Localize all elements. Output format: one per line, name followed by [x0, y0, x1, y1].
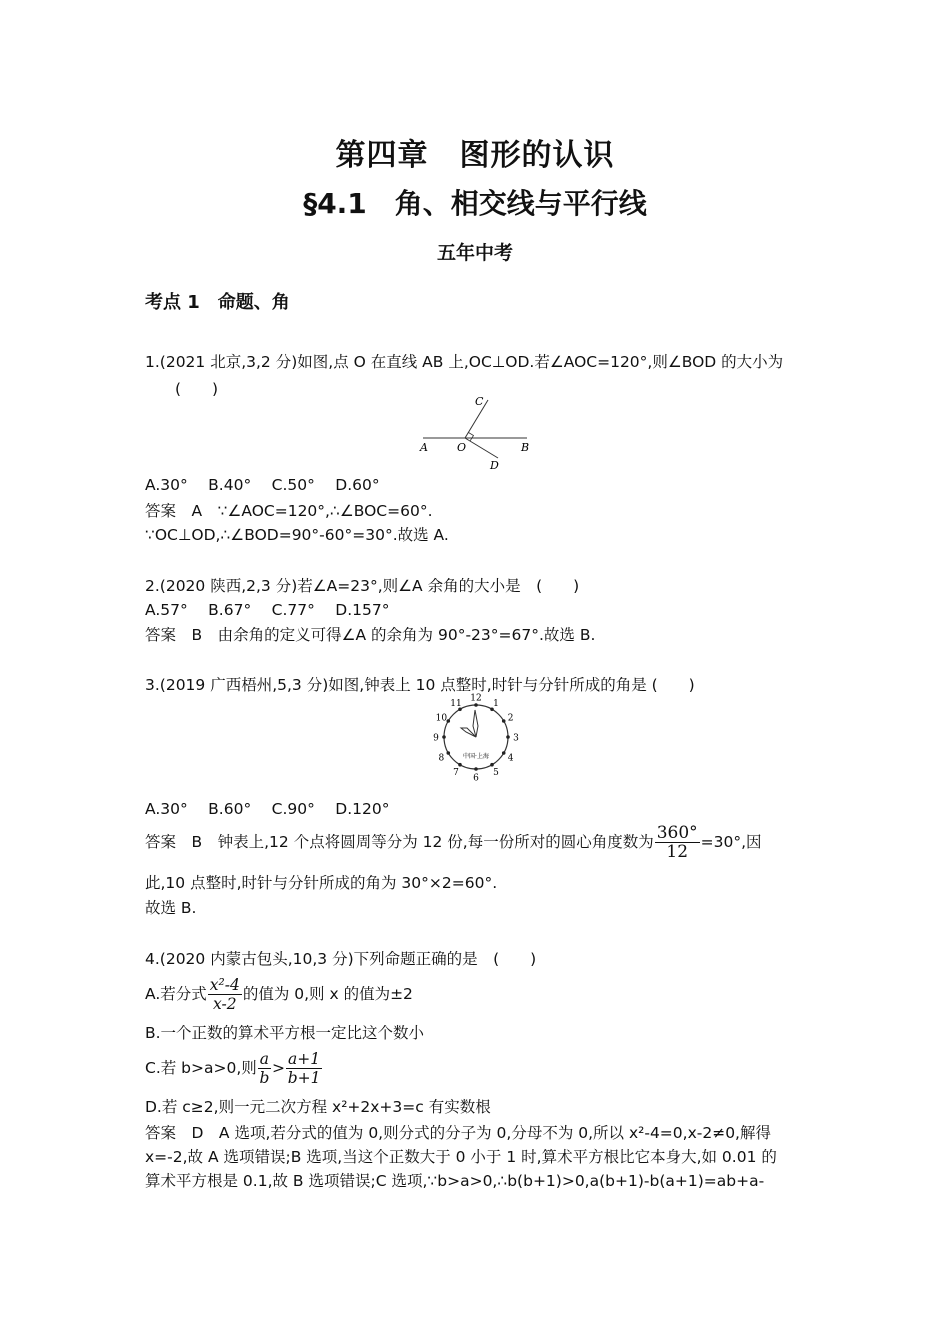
- clock-number: 3: [513, 733, 519, 744]
- label-a: A: [420, 441, 428, 454]
- frac-numerator: 360°: [656, 823, 698, 843]
- q3-answer-line3: 故选 B.: [145, 899, 197, 917]
- q3-clock-figure: [428, 692, 520, 784]
- clock-dot: [502, 751, 506, 755]
- fraction-360-12: [655, 824, 700, 861]
- q1-answer-line2: ∵OC⊥OD,∴∠BOD=90°-60°=30°.故选 A.: [145, 526, 449, 544]
- q2-stem: 2.(2020 陕西,2,3 分)若∠A=23°,则∠A 余角的大小是 ( ): [145, 577, 580, 595]
- q3-answer-post: =30°,因: [700, 833, 762, 851]
- minute-hand: [473, 710, 478, 737]
- frac-c1-numerator: a: [259, 1050, 270, 1068]
- q3-options: A.30° B.60° C.90° D.120°: [145, 800, 390, 818]
- q4-option-a: [145, 976, 413, 1013]
- fraction-c2: [286, 1050, 322, 1087]
- fraction-a: [208, 976, 242, 1013]
- frac-denominator: 12: [666, 842, 689, 862]
- clock-dot: [490, 763, 494, 767]
- clock-number: 6: [473, 773, 479, 784]
- q2-options: A.57° B.67° C.77° D.157°: [145, 601, 390, 619]
- q3-answer-pre: 答案 B 钟表上,12 个点将圆周等分为 12 份,每一份所对的圆心角度数为: [145, 833, 654, 851]
- q3-answer-line1: [145, 824, 762, 861]
- q4-c-pre: C.若 b>a>0,则: [145, 1059, 257, 1077]
- clock-number: 7: [453, 768, 459, 779]
- label-c: C: [475, 395, 484, 408]
- section-title: §4.1 角、相交线与平行线: [303, 187, 647, 220]
- clock-dot: [502, 719, 506, 723]
- label-b: B: [521, 441, 530, 454]
- clock-number: 9: [433, 733, 439, 744]
- q4-answer-line1: 答案 D A 选项,若分式的值为 0,则分式的分子为 0,分母不为 0,所以 x²-4=0,x-2≠0,解得: [145, 1124, 771, 1142]
- clock-dot: [474, 703, 478, 707]
- q4-a-post: 的值为 0,则 x 的值为±2: [242, 985, 413, 1003]
- q1-figure: [415, 392, 535, 474]
- q4-option-b: B.一个正数的算术平方根一定比这个数小: [145, 1024, 425, 1042]
- frac-c2-denominator: b+1: [287, 1069, 321, 1087]
- frac-c2-numerator: a+1: [288, 1050, 321, 1068]
- clock-number: 2: [507, 713, 514, 724]
- clock-brand-text: 中国·上海: [463, 753, 489, 760]
- q1-options: A.30° B.40° C.50° D.60°: [145, 476, 380, 494]
- clock-number: 11: [450, 698, 462, 709]
- clock-number: 4: [507, 753, 514, 764]
- q4-answer-line3: 算术平方根是 0.1,故 B 选项错误;C 选项,∵b>a>0,∴b(b+1)>0,a(b+1)-b(a+1)=ab+a-: [145, 1172, 765, 1190]
- q4-stem: 4.(2020 内蒙古包头,10,3 分)下列命题正确的是 ( ): [145, 950, 537, 968]
- q2-answer: 答案 B 由余角的定义可得∠A 的余角为 90°-23°=67°.故选 B.: [145, 626, 596, 644]
- q4-option-d: D.若 c≥2,则一元二次方程 x²+2x+3=c 有实数根: [145, 1098, 491, 1116]
- chapter-title: 第四章 图形的认识: [335, 138, 615, 173]
- q1-answer-line1: 答案 A ∵∠AOC=120°,∴∠BOC=60°.: [145, 502, 433, 520]
- clock-dot: [446, 751, 450, 755]
- frac-c1-denominator: b: [259, 1069, 270, 1087]
- q1-paren: ( ): [175, 380, 219, 398]
- clock-dot: [506, 735, 510, 739]
- q4-c-mid: >: [272, 1059, 286, 1077]
- clock-number: 12: [470, 693, 482, 704]
- clock-dot: [442, 735, 446, 739]
- clock-dot: [458, 763, 462, 767]
- q3-stem: 3.(2019 广西梧州,5,3 分)如图,钟表上 10 点整时,时针与分针所成的角是 ( ): [145, 676, 695, 694]
- q1-stem: 1.(2021 北京,3,2 分)如图,点 O 在直线 AB 上,OC⊥OD.若∠AOC=120°,则∠BOD 的大小为: [145, 353, 784, 371]
- label-d: D: [490, 459, 499, 472]
- kaodian-heading: 考点 1 命题、角: [145, 292, 290, 313]
- q4-option-c: [145, 1050, 323, 1087]
- clock-number: 1: [493, 698, 499, 709]
- clock-number: 8: [438, 753, 445, 764]
- clock-dot: [474, 767, 478, 771]
- q4-a-pre: A.若分式: [145, 985, 207, 1003]
- subtitle: 五年中考: [436, 242, 513, 264]
- clock-number: 5: [493, 768, 499, 779]
- clock-number: 10: [435, 713, 448, 724]
- fraction-c1: [258, 1050, 271, 1087]
- frac-a-numerator: x²-4: [209, 976, 240, 994]
- frac-a-denominator: x-2: [213, 995, 237, 1013]
- q3-answer-line2: 此,10 点整时,时针与分针所成的角为 30°×2=60°.: [145, 874, 498, 892]
- label-o: O: [457, 441, 467, 454]
- q4-answer-line2: x=-2,故 A 选项错误;B 选项,当这个正数大于 0 小于 1 时,算术平方根比它本身大,如 0.01 的: [145, 1148, 777, 1166]
